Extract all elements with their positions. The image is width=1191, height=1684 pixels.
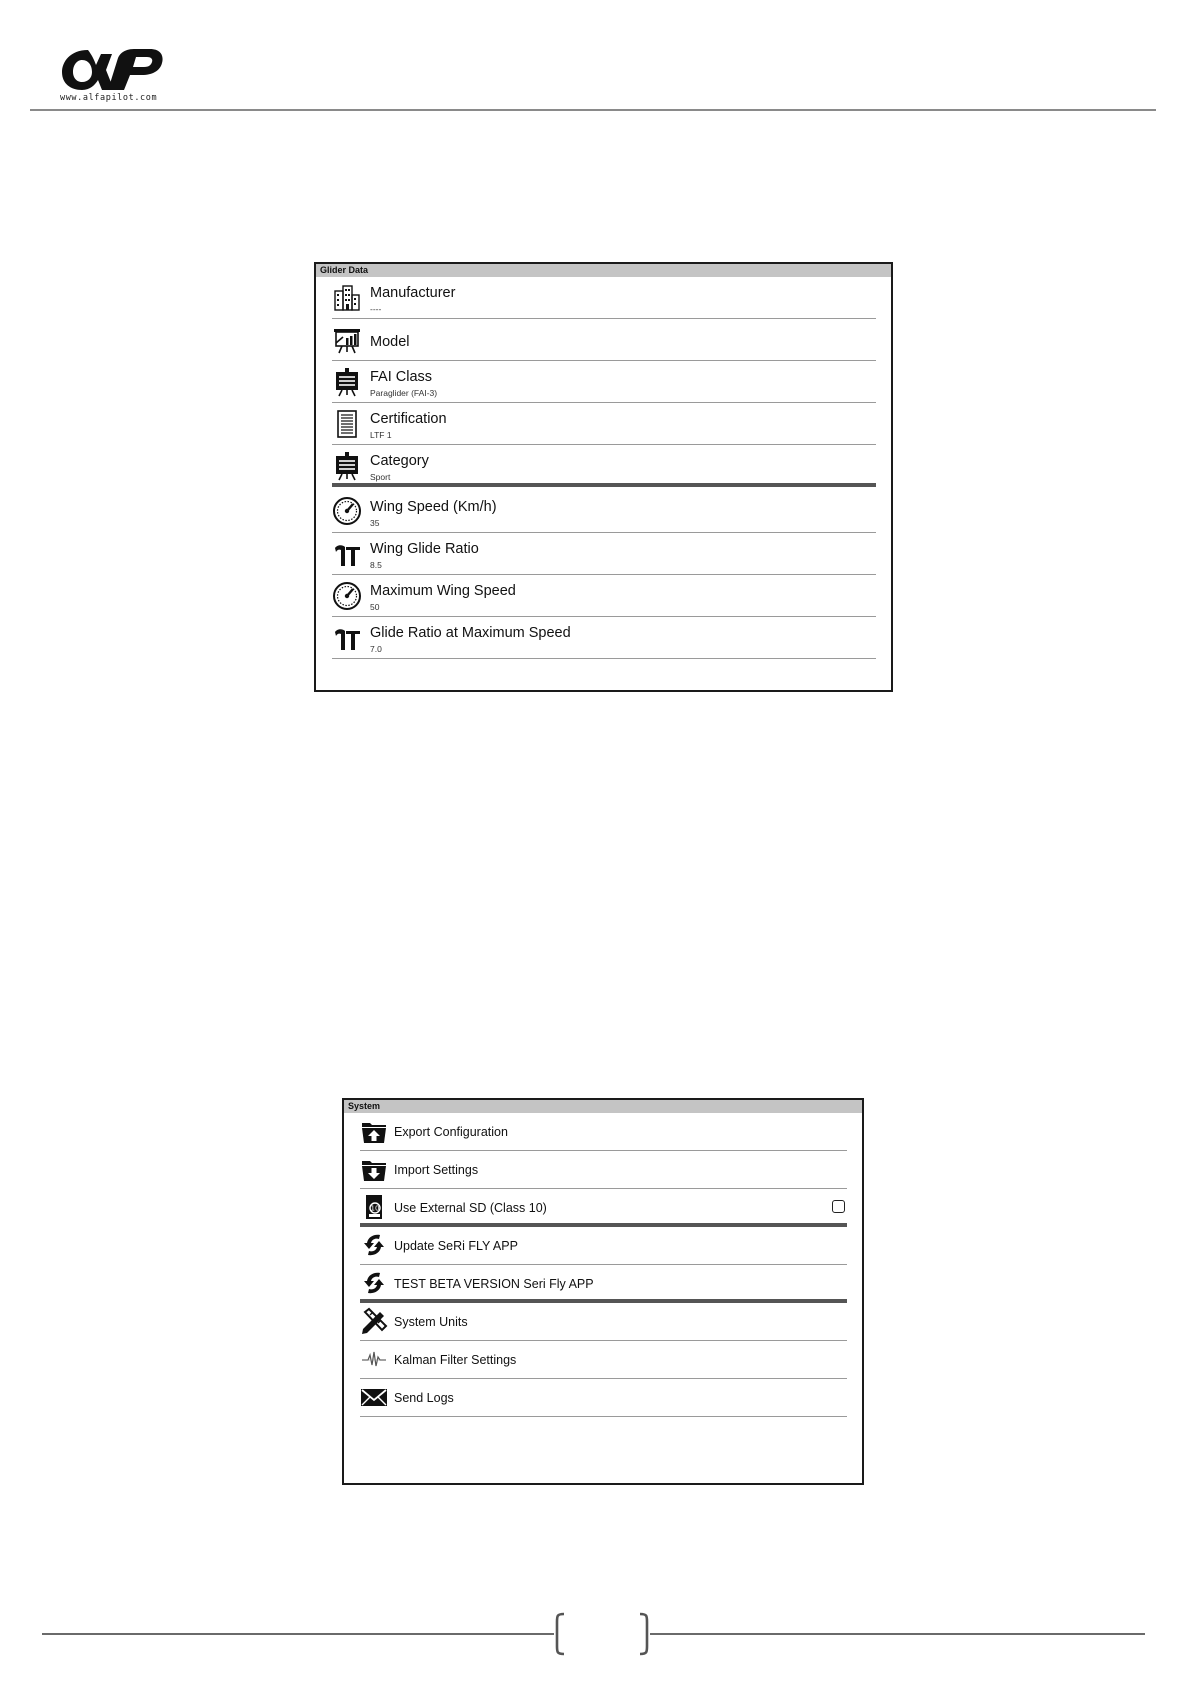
system-panel [342,1098,864,1485]
item-label: Certification [370,411,447,427]
page-bracket-right [637,1612,651,1656]
item-value: LTF 1 [370,430,392,440]
footer-divider-left [42,1633,554,1635]
list-item-wing-glide-ratio[interactable] [332,533,876,575]
item-label: Wing Speed (Km/h) [370,499,497,515]
list-item-fai-class[interactable] [332,361,876,403]
page-bracket-left [553,1612,567,1656]
item-value: 35 [370,518,380,528]
item-label: Category [370,453,429,469]
item-label: Use External SD (Class 10) [394,1201,547,1215]
item-label: TEST BETA VERSION Seri Fly APP [394,1277,594,1291]
item-label: Manufacturer [370,285,456,301]
item-value: ---- [370,304,382,314]
item-label: Export Configuration [394,1125,508,1139]
item-label: Update SeRi FLY APP [394,1239,518,1253]
svg-text:10: 10 [370,1204,380,1213]
list-item-send-logs[interactable] [360,1379,847,1417]
refresh-icon [360,1231,388,1259]
list-item-glide-ratio-max-speed[interactable] [332,617,876,659]
external-sd-checkbox[interactable] [832,1200,845,1213]
item-label: Kalman Filter Settings [394,1353,517,1367]
document-icon [332,409,362,439]
list-item-kalman-filter[interactable] [360,1341,847,1379]
sd-card-icon [360,1193,388,1221]
list-item-manufacturer[interactable] [332,277,876,319]
item-label: Model [370,334,410,350]
panel-title: Glider Data [316,264,891,277]
glider-data-list [332,277,876,659]
signal-wave-icon [360,1345,388,1373]
list-item-model[interactable] [332,319,876,361]
item-value: Sport [370,472,391,482]
folder-export-icon [360,1117,388,1145]
list-item-import-settings[interactable] [360,1151,847,1189]
building-icon [332,283,362,313]
header-divider [30,109,1156,111]
list-item-export-configuration[interactable] [360,1113,847,1151]
list-item-maximum-wing-speed[interactable] [332,575,876,617]
system-list [360,1113,847,1417]
footer-divider-right [650,1633,1145,1635]
folder-import-icon [360,1155,388,1183]
item-value: Paraglider (FAI-3) [370,388,438,398]
easel-list-icon [332,367,362,397]
list-item-wing-speed[interactable] [332,487,876,533]
speedometer-icon [332,496,362,526]
list-item-category[interactable] [332,445,876,487]
item-label: Glide Ratio at Maximum Speed [370,625,571,641]
list-item-update-app[interactable] [360,1227,847,1265]
panel-title: System [344,1100,862,1113]
item-label: FAI Class [370,369,433,385]
item-label: Maximum Wing Speed [370,583,516,599]
item-label: Wing Glide Ratio [370,541,479,557]
item-value: 8.5 [370,560,382,570]
logo-url: www.alfapilot.com [60,93,158,103]
list-item-use-external-sd[interactable] [360,1189,847,1227]
presentation-board-icon [332,325,362,355]
envelope-icon [360,1383,388,1411]
item-value: 7.0 [370,644,382,654]
item-label: Send Logs [394,1391,454,1405]
easel-list-icon [332,451,362,481]
item-label: Import Settings [394,1163,479,1177]
item-label: System Units [394,1315,468,1329]
list-item-test-beta[interactable] [360,1265,847,1303]
list-item-system-units[interactable] [360,1303,847,1341]
pencil-ruler-icon [360,1307,388,1335]
speedometer-icon [332,581,362,611]
refresh-icon [360,1269,388,1297]
item-value: 50 [370,602,380,612]
glide-ratio-icon [332,623,362,653]
glide-ratio-icon [332,539,362,569]
list-item-certification[interactable] [332,403,876,445]
glider-data-panel [314,262,893,692]
